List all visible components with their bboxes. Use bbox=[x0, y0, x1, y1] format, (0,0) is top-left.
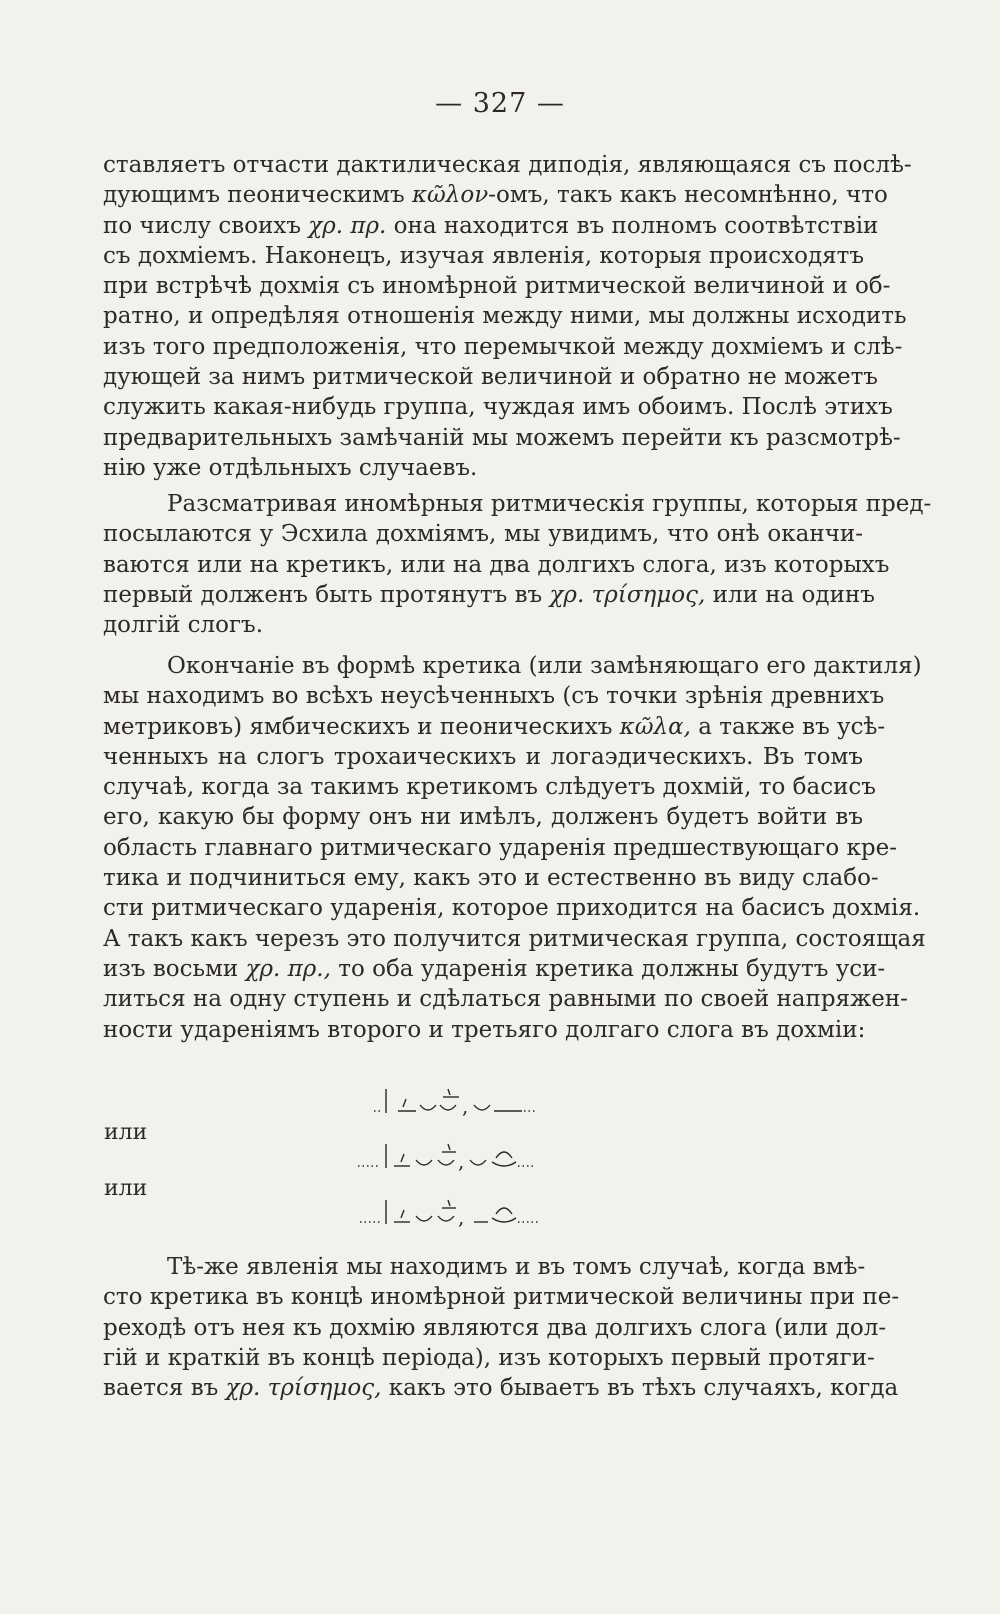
text-line: нію уже отдѣльныхъ случаевъ. bbox=[103, 454, 478, 481]
text-line: предварительныхъ замѣчаній мы можемъ перейти къ разсмотрѣ- bbox=[103, 424, 901, 451]
text-line: ваются или на кретикъ, или на два долгихъ слога, изъ которыхъ bbox=[103, 551, 890, 578]
greek-term: χρ. τρίσημος, bbox=[225, 1375, 382, 1402]
greek-term: κῶλον bbox=[411, 182, 489, 209]
metrical-scheme-1 bbox=[352, 1085, 652, 1125]
text-line: реходѣ отъ нея къ дохмію являются два долгихъ слога (или дол- bbox=[103, 1314, 887, 1341]
text-line: при встрѣчѣ дохмія съ иномѣрной ритмической величиной и об- bbox=[103, 273, 891, 300]
formula-comma: , bbox=[462, 1094, 469, 1118]
paragraph-3 bbox=[103, 651, 926, 1045]
text-line: съ дохміемъ. Наконецъ, изучая явленія, которыя происходятъ bbox=[103, 242, 865, 269]
metrical-scheme-3 bbox=[352, 1196, 652, 1236]
text-line: первый долженъ быть протянутъ въ χρ. τρίσημος, или на одинъ bbox=[103, 581, 875, 608]
greek-term: χρ. πρ., bbox=[245, 955, 331, 982]
text-line: мы находимъ во всѣхъ неусѣченныхъ (съ точки зрѣнія древнихъ bbox=[103, 683, 885, 710]
text-line: вается въ χρ. τρίσημος, какъ это бываетъ въ тѣхъ случаяхъ, когда bbox=[103, 1375, 899, 1402]
text-line: служить какая-нибудь группа, чуждая имъ обоимъ. Послѣ этихъ bbox=[103, 394, 893, 421]
text-line: посылаются у Эсхила дохміямъ, мы увидимъ, что онѣ оканчи- bbox=[103, 521, 863, 548]
page-number: — 327 — bbox=[435, 88, 565, 119]
greek-term: χρ. πρ. bbox=[308, 212, 387, 239]
greek-term: κῶλα, bbox=[619, 713, 691, 740]
text-line: его, какую бы форму онъ ни имѣлъ, долженъ будетъ войти въ bbox=[103, 804, 863, 831]
or-label-2: или bbox=[104, 1176, 148, 1201]
text-line: ченныхъ на слогъ трохаическихъ и логаэдическихъ. Въ томъ bbox=[103, 743, 863, 770]
paragraph-2 bbox=[103, 489, 932, 641]
formula-comma: , bbox=[458, 1205, 465, 1229]
paragraph-4 bbox=[103, 1252, 900, 1403]
text-line: по числу своихъ χρ. πρ. она находится въ полномъ соотвѣтствіи bbox=[103, 212, 879, 239]
text-line: дующей за нимъ ритмической величиной и обратно не можетъ bbox=[103, 364, 878, 391]
text-line: сто кретика въ концѣ иномѣрной ритмической величины при пе- bbox=[103, 1284, 900, 1311]
text-line: изъ восьми χρ. πρ., то оба ударенія кретика должны будутъ уси- bbox=[103, 955, 886, 982]
or-label-1: или bbox=[104, 1120, 148, 1145]
text-line: А такъ какъ черезъ это получится ритмическая группа, состоящая bbox=[103, 925, 926, 952]
text-line: литься на одну ступень и сдѣлаться равными по своей напряжен- bbox=[103, 986, 908, 1013]
text-line: сти ритмическаго ударенія, которое приходится на басисъ дохмія. bbox=[103, 895, 921, 922]
text-line: Разсматривая иномѣрныя ритмическія группы, которыя пред- bbox=[167, 491, 932, 517]
text-line: ратно, и опредѣляя отношенія между ними, мы должны исходить bbox=[103, 303, 907, 330]
text-line: Окончаніе въ формѣ кретика (или замѣняющаго его дактиля) bbox=[167, 653, 922, 679]
metrical-scheme-2 bbox=[352, 1140, 652, 1180]
text-line: ставляетъ отчасти дактилическая диподія, являющаяся съ послѣ- bbox=[103, 152, 912, 178]
text-line: гій и краткій въ концѣ періода), изъ которыхъ первый протяги- bbox=[103, 1344, 875, 1371]
text-line: ности удареніямъ второго и третьяго долгаго слога въ дохміи: bbox=[103, 1016, 866, 1043]
text-line: долгій слогъ. bbox=[103, 612, 264, 639]
text-line: Тѣ-же явленія мы находимъ и въ томъ случаѣ, когда вмѣ- bbox=[167, 1254, 866, 1280]
body-text bbox=[103, 150, 932, 1045]
paragraph-1 bbox=[103, 150, 912, 483]
text-line: случаѣ, когда за такимъ кретикомъ слѣдуетъ дохмій, то басисъ bbox=[103, 774, 876, 801]
text-line: изъ того предположенія, что перемычкой между дохміемъ и слѣ- bbox=[103, 333, 903, 360]
text-line: тика и подчиниться ему, какъ это и естественно въ виду слабо- bbox=[103, 865, 879, 892]
text-line: область главнаго ритмическаго ударенія предшествующаго кре- bbox=[103, 834, 897, 861]
formula-comma: , bbox=[458, 1149, 465, 1173]
greek-term: χρ. τρίσημος, bbox=[549, 581, 706, 608]
body-text-lower bbox=[103, 1252, 900, 1403]
text-line: дующимъ пеоническимъ κῶλον-омъ, такъ какъ несомнѣнно, что bbox=[103, 182, 888, 209]
text-line: метриковъ) ямбическихъ и пеоническихъ κῶλα, а также въ усѣ- bbox=[103, 713, 886, 740]
